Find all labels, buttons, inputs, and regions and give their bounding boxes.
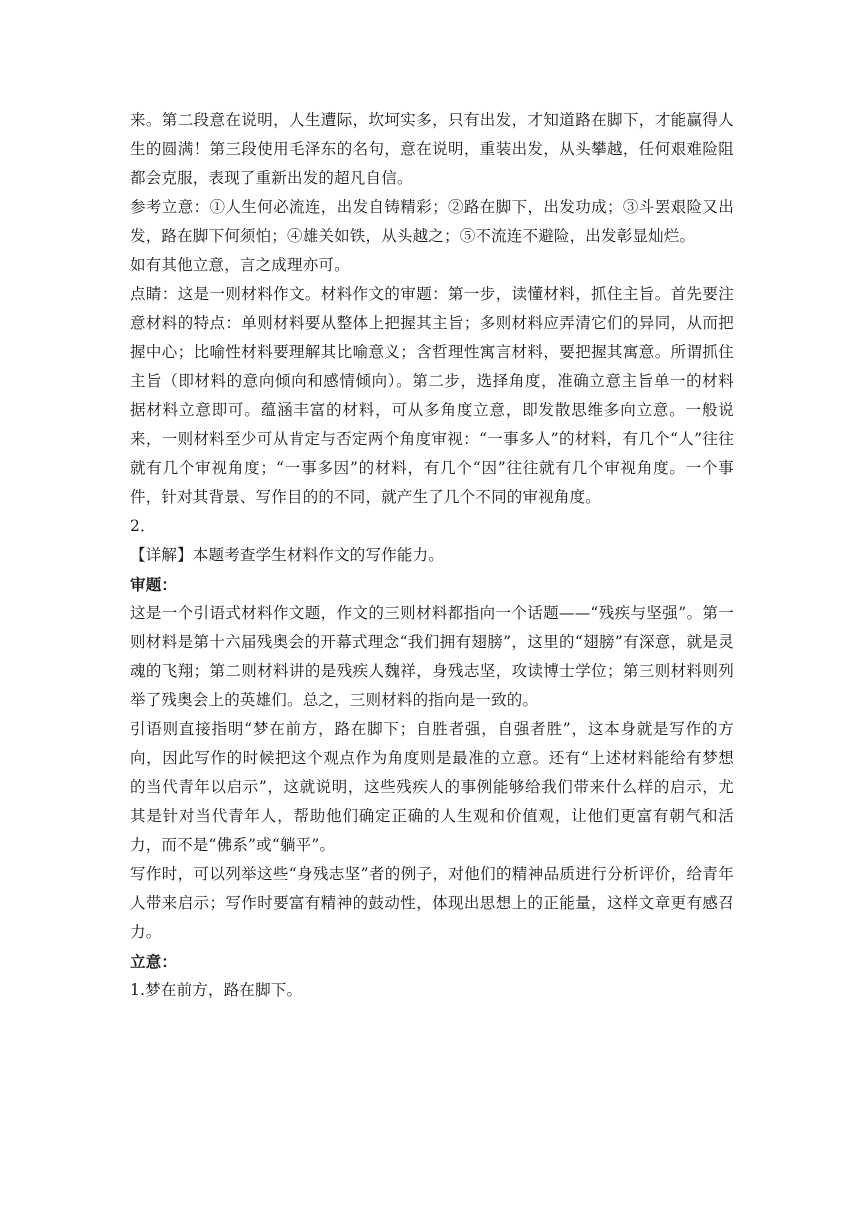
paragraph-1: 来。第二段意在说明，人生遭际，坎坷实多，只有出发，才知道路在脚下，才能赢得人生的圆满！第三段使用毛泽东的名句，意在说明，重装出发，从头攀越，任何艰难险阻都会克服，表现了重新出发的超凡自信。 xyxy=(130,111,734,187)
paragraph-detail: 【详解】本题考查学生材料作文的写作能力。 xyxy=(130,546,445,564)
heading-liyi: 立意： xyxy=(130,952,178,971)
paragraph-3: 如有其他立意，言之成理亦可。 xyxy=(130,256,350,274)
paragraph-4: 点睛：这是一则材料作文。材料作文的审题：第一步，读懂材料，抓住主旨。首先要注意材料的特点：单则材料要从整体上把握其主旨；多则材料应弄清它们的异同，从而把握中心；比喻性材料要理解其比喻意义；含哲理性寓言材料，要把握其寓意。所谓抓住主旨（即材料的意向倾向和感情倾向）。第二步，选择角度，准确立意主旨单一的材料据材料立意即可。蕴涵丰富的材料，可从多角度立意，即发散思维多向立意。一般说来，一则材料至少可从肯定与否定两个角度审视：“一事多人”的材料，有几个“人”往往就有几个审视角度；“一事多因”的材料，有几个“因”往往就有几个审视角度。一个事件，针对其背景、写作目的的不同，就产生了几个不同的审视角度。 xyxy=(130,285,734,506)
paragraph-2: 参考立意：①人生何必流连，出发自铸精彩；②路在脚下，出发功成；③斗罢艰险又出发，路在脚下何须怕；④雄关如铁，从头越之；⑤不流连不避险，出发彰显灿烂。 xyxy=(130,198,734,245)
question-number: 2． xyxy=(130,517,156,535)
paragraph-7: 这是一个引语式材料作文题，作文的三则材料都指向一个话题——“残疾与坚强”。第一则材料是第十六届残奥会的开幕式理念“我们拥有翅膀”，这里的“翅膀”有深意，就是灵魂的飞翔；第二则材料讲的是残疾人魏祥，身残志坚，攻读博士学位；第三则材料则列举了残奥会上的英雄们。总之，三则材料的指向是一致的。 xyxy=(130,604,734,709)
paragraph-11: 1.梦在前方，路在脚下。 xyxy=(130,981,303,999)
heading-shenti: 审题： xyxy=(130,575,178,594)
paragraph-8: 引语则直接指明“梦在前方，路在脚下；自胜者强，自强者胜”，这本身就是写作的方向，因此写作的时候把这个观点作为角度则是最准的立意。还有“上述材料能给有梦想的当代青年以启示”，这就说明，这些残疾人的事例能够给我们带来什么样的启示，尤其是针对当代青年人，帮助他们确定正确的人生观和价值观，让他们更富有朝气和活力，而不是“佛系”或“躺平”。 xyxy=(130,720,734,854)
paragraph-9: 写作时，可以列举这些“身残志坚”者的例子，对他们的精神品质进行分析评价，给青年人带来启示；写作时要富有精神的鼓动性，体现出思想上的正能量，这样文章更有感召力。 xyxy=(130,865,734,941)
document-page xyxy=(130,106,734,1005)
